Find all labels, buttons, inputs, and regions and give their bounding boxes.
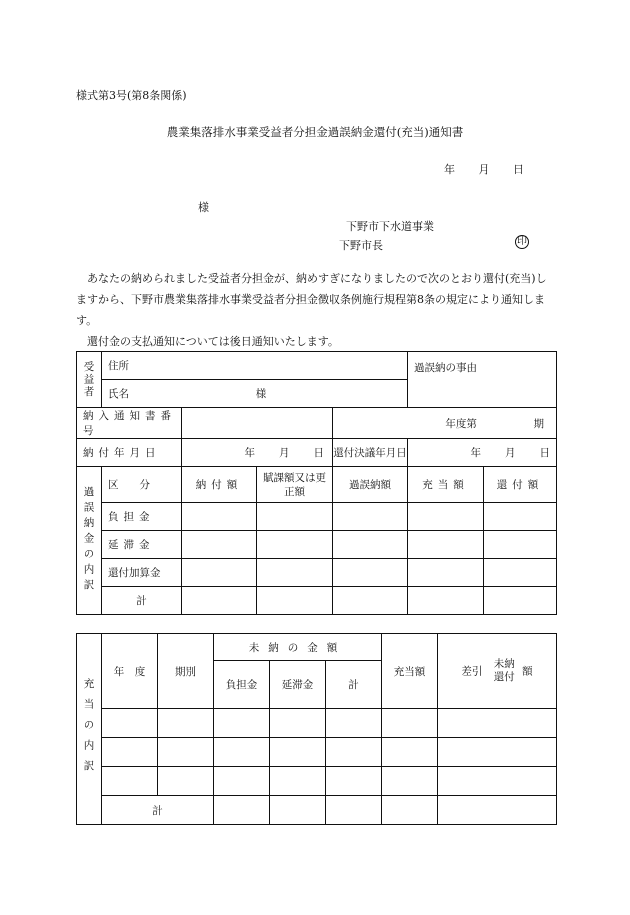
unpaid-header: 未納の金額 [214, 634, 382, 661]
decision-year: 年 [470, 447, 482, 459]
table-row [77, 767, 557, 796]
col-category: 区 分 [102, 467, 182, 503]
notice-number-value [182, 408, 333, 439]
beneficiary-label: 受益者 [77, 352, 102, 408]
date-year: 年 [444, 163, 455, 176]
allocation-label: 充当の内訳 [77, 634, 102, 825]
name-row [102, 380, 408, 408]
table-row [77, 531, 557, 559]
pay-month: 月 [279, 447, 290, 459]
date-day: 日 [513, 163, 524, 176]
col-paid: 納付額 [182, 467, 257, 503]
col-refund: 還付額 [484, 467, 557, 503]
breakdown-label: 過誤納金の内訳 [77, 467, 102, 615]
seal-mark: 印 [517, 236, 527, 247]
reason-label: 過誤納の事由 [408, 352, 557, 408]
col-unpaid: 未納 [493, 658, 515, 670]
allocation-table [76, 633, 557, 825]
notice-paragraph-2: 還付金の支払通知については後日通知いたします。 [87, 335, 339, 348]
col-applied: 充当額 [408, 467, 484, 503]
decision-month: 月 [505, 447, 516, 459]
form-number: 様式第3号(第8条関係) [76, 89, 187, 102]
name-suffix: 様 [255, 388, 267, 400]
fiscal-period-cell [333, 408, 557, 439]
pay-year: 年 [244, 447, 255, 459]
period-label: 期 [533, 417, 545, 430]
row-refund-addition-label: 還付加算金 [102, 559, 182, 587]
table-row [77, 796, 557, 825]
refund-decision-value [408, 439, 557, 467]
issuer-organization: 下野市下水道事業 [346, 220, 434, 233]
col-overpaid: 過誤納額 [333, 467, 408, 503]
col-year: 年 度 [102, 634, 158, 709]
date-month: 月 [478, 163, 490, 176]
table-row [77, 587, 557, 615]
notice-body [76, 268, 554, 352]
pay-date-label: 納付年月日 [77, 439, 182, 467]
notice-number-label: 納入通知書番号 [77, 408, 182, 439]
row-burden-label: 負担金 [102, 503, 182, 531]
col-assessed: 賦課額又は更正額 [257, 467, 333, 503]
table-row [77, 559, 557, 587]
issue-date [444, 161, 524, 177]
col-diff-unpaid-refund [438, 634, 557, 709]
col-burden: 負担金 [214, 661, 270, 709]
table-row [77, 709, 557, 738]
document-title: 農業集落排水事業受益者分担金過誤納金還付(充当)通知書 [166, 125, 464, 139]
refund-decision-label: 還付決議年月日 [333, 439, 408, 467]
col-amount: 額 [522, 665, 533, 678]
issuer-name: 下野市長 [339, 239, 383, 252]
col-delay: 延滞金 [270, 661, 326, 709]
col-diff: 差引 [461, 665, 483, 678]
table-row [77, 503, 557, 531]
address-label: 住所 [102, 352, 408, 380]
name-label: 氏名 [108, 388, 129, 400]
row-total-label: 計 [102, 587, 182, 615]
fiscal-year-label: 年度第 [445, 417, 477, 430]
col-period: 期別 [158, 634, 214, 709]
col-refund-2: 還付 [493, 671, 515, 683]
notice-paragraph-1: あなたの納められました受益者分担金が、納めすぎになりましたので次のとおり還付(充当)しますから、下野市農業集落排水事業受益者分担金徴収条例施行規程第8条の規定により通知します。 [76, 272, 547, 327]
total-label-2: 計 [102, 796, 214, 825]
overpayment-table [76, 351, 557, 615]
addressee-suffix: 様 [198, 201, 209, 214]
row-delay-label: 延滞金 [102, 531, 182, 559]
pay-date-value [182, 439, 333, 467]
decision-day: 日 [539, 447, 551, 459]
col-total: 計 [326, 661, 382, 709]
table-row [77, 738, 557, 767]
col-applied-2: 充当額 [382, 634, 438, 709]
pay-day: 日 [313, 447, 324, 459]
